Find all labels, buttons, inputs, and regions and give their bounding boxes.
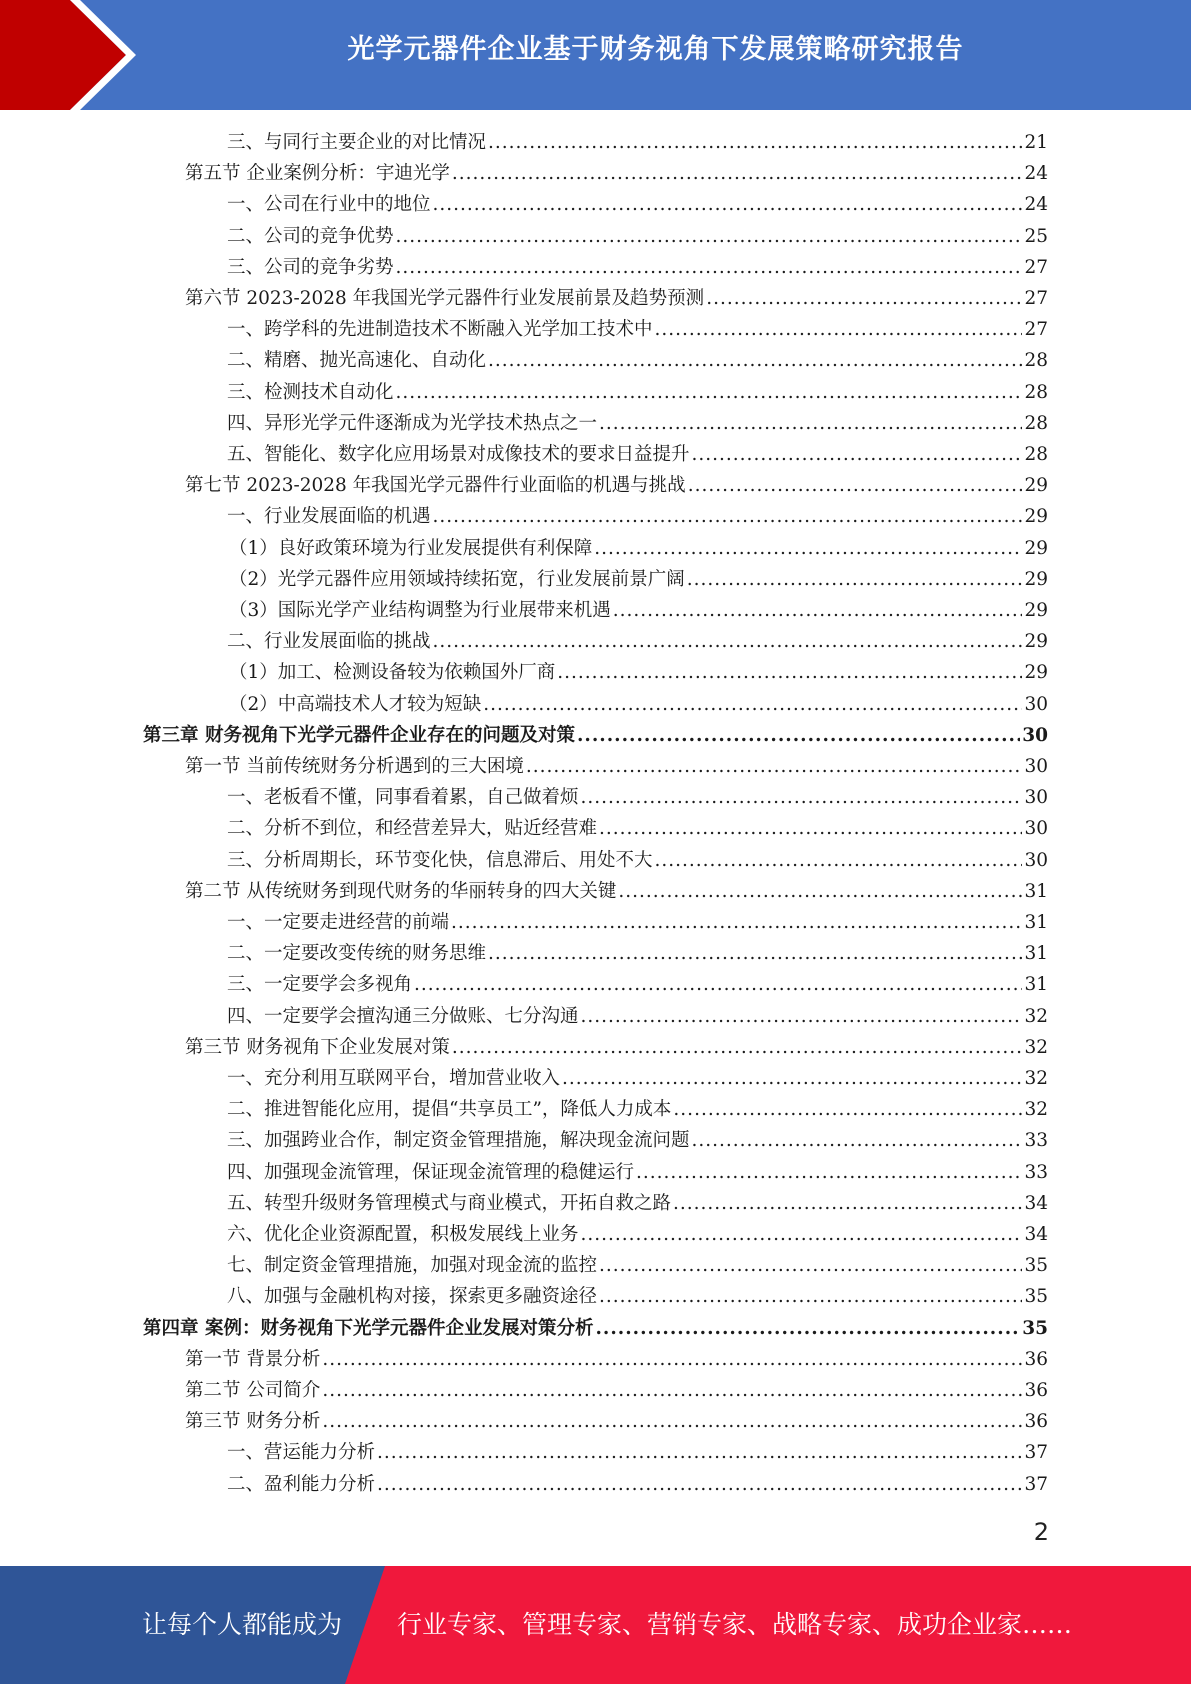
footer-slogan-left: 让每个人都能成为 <box>142 1610 343 1639</box>
toc-entry[interactable] <box>227 127 1048 158</box>
toc-entry[interactable] <box>227 1157 1048 1188</box>
toc-entry[interactable] <box>229 657 1048 688</box>
toc-leader-dots <box>452 1032 1023 1063</box>
page-number: 2 <box>1033 1518 1049 1546</box>
toc-entry-title: 第二节 公司简介 <box>185 1380 321 1401</box>
toc-entry-title: 第三节 财务分析 <box>185 1411 321 1433</box>
toc-entry-page: 37 <box>1024 1473 1048 1495</box>
toc-leader-dots <box>599 813 1022 844</box>
toc-entry-page: 31 <box>1024 974 1048 996</box>
toc-entry[interactable] <box>227 1250 1048 1281</box>
toc-leader-dots <box>488 938 1022 969</box>
toc-leader-dots <box>452 158 1023 189</box>
toc-entry-page: 30 <box>1024 756 1048 777</box>
toc-entry-title: 三、公司的竞争劣势 <box>227 256 394 278</box>
toc-entry-title: 二、推进智能化应用，提倡“共享员工”，降低人力成本 <box>227 1099 672 1121</box>
toc-entry[interactable] <box>227 969 1048 1000</box>
toc-entry-title: 三、一定要学会多视角 <box>227 974 413 996</box>
toc-entry-title: 第七节 2023-2028 年我国光学元器件行业面临的机遇与挑战 <box>185 475 686 497</box>
toc-entry-title: 七、制定资金管理措施，加强对现金流的监控 <box>227 1255 598 1277</box>
toc-entry-page: 35 <box>1024 1255 1048 1277</box>
toc-entry-page: 29 <box>1024 662 1048 684</box>
toc-entry[interactable] <box>227 1469 1048 1500</box>
toc-entry-title: 一、营运能力分析 <box>227 1442 376 1464</box>
toc-entry[interactable] <box>227 408 1048 439</box>
toc-entry-page: 32 <box>1024 1005 1048 1027</box>
toc-entry-page: 24 <box>1024 163 1048 185</box>
toc-entry[interactable] <box>229 564 1048 595</box>
toc-leader-dots <box>377 1469 1022 1500</box>
toc-entry-title: 一、充分利用互联网平台，增加营业收入 <box>227 1068 561 1089</box>
toc-entry-page: 33 <box>1024 1130 1048 1152</box>
toc-entry-title: 六、优化企业资源配置，积极发展线上业务 <box>227 1224 579 1245</box>
page-header <box>0 0 1191 110</box>
toc-entry-title: 第三节 财务视角下企业发展对策 <box>185 1036 450 1058</box>
report-title: 光学元器件企业基于财务视角下发展策略研究报告 <box>347 34 964 65</box>
toc-leader-dots <box>414 969 1022 1000</box>
toc-entry-title: 第四章 案例：财务视角下光学元器件企业发展对策分析 <box>143 1317 594 1339</box>
toc-leader-dots <box>581 782 1023 813</box>
toc-entry-page: 30 <box>1024 693 1048 715</box>
toc-entry[interactable] <box>227 252 1048 283</box>
toc-entry-title: 一、行业发展面临的机遇 <box>227 506 431 528</box>
toc-entry-title: （3）国际光学产业结构调整为行业展带来机遇 <box>229 600 611 621</box>
toc-leader-dots <box>673 1094 1022 1125</box>
toc-entry-page: 25 <box>1024 225 1048 247</box>
toc-entry-page: 29 <box>1024 506 1048 528</box>
toc-entry-title: 一、老板看不懂，同事看着累，自己做着烦 <box>227 787 579 809</box>
toc-entry-title: 二、行业发展面临的挑战 <box>227 631 431 653</box>
toc-entry-title: 第一节 当前传统财务分析遇到的三大困境 <box>185 756 524 777</box>
toc-leader-dots <box>618 876 1022 907</box>
toc-entry-title: 三、检测技术自动化 <box>227 381 394 403</box>
toc-entry-page: 28 <box>1024 412 1048 434</box>
toc-entry-title: 一、跨学科的先进制造技术不断融入光学加工技术中 <box>227 319 653 341</box>
toc-entry[interactable] <box>229 533 1048 564</box>
toc-entry-page: 27 <box>1024 256 1048 278</box>
toc-entry-title: 八、加强与金融机构对接，探索更多融资途径 <box>227 1286 598 1308</box>
toc-entry-page: 32 <box>1024 1036 1048 1058</box>
toc-leader-dots <box>396 221 1023 252</box>
toc-entry-page: 27 <box>1024 288 1048 309</box>
toc-leader-dots <box>581 1219 1023 1250</box>
toc-entry-title: （1）加工、检测设备较为依赖国外厂商 <box>229 662 556 684</box>
toc-entry-page: 29 <box>1024 568 1048 590</box>
toc-entry-page: 27 <box>1024 319 1048 341</box>
toc-entry[interactable] <box>227 1219 1048 1250</box>
toc-entry-title: 五、智能化、数字化应用场景对成像技术的要求日益提升 <box>227 444 690 465</box>
toc-entry[interactable] <box>227 626 1048 657</box>
toc-leader-dots <box>581 1001 1023 1032</box>
toc-entry-page: 28 <box>1024 350 1048 372</box>
toc-leader-dots <box>322 1375 1022 1406</box>
toc-entry-title: 第五节 企业案例分析：宇迪光学 <box>185 163 450 185</box>
footer-slogan-right: 行业专家、管理专家、营销专家、战略专家、成功企业家…… <box>397 1610 1073 1639</box>
toc-leader-dots <box>688 470 1023 501</box>
toc-entry[interactable] <box>227 1281 1048 1312</box>
toc-entry[interactable] <box>229 689 1048 720</box>
toc-entry[interactable] <box>185 751 1048 782</box>
toc-entry[interactable] <box>227 1063 1048 1094</box>
toc-entry[interactable] <box>227 189 1048 220</box>
toc-entry[interactable] <box>227 782 1048 813</box>
toc-entry-title: 一、一定要走进经营的前端 <box>227 912 450 933</box>
toc-entry[interactable] <box>227 345 1048 376</box>
toc-entry-title: 二、公司的竞争优势 <box>227 225 394 247</box>
toc-entry[interactable] <box>185 1406 1048 1437</box>
toc-entry-title: 四、一定要学会擅沟通三分做账、七分沟通 <box>227 1005 579 1027</box>
toc-leader-dots <box>636 1157 1022 1188</box>
toc-entry-page: 21 <box>1024 132 1048 153</box>
toc-entry-page: 30 <box>1024 787 1048 809</box>
toc-entry-page: 30 <box>1024 818 1048 840</box>
toc-entry[interactable] <box>227 1125 1048 1156</box>
toc-leader-dots <box>488 345 1022 376</box>
toc-entry-page: 36 <box>1024 1411 1048 1433</box>
toc-entry[interactable] <box>227 1437 1048 1468</box>
toc-entry-title: 第六节 2023-2028 年我国光学元器件行业发展前景及趋势预测 <box>185 288 705 309</box>
toc-entry[interactable] <box>227 907 1048 938</box>
toc-leader-dots <box>322 1406 1022 1437</box>
toc-entry-page: 24 <box>1024 194 1048 216</box>
toc-leader-dots <box>396 377 1023 408</box>
toc-entry-page: 30 <box>1022 724 1048 746</box>
toc-entry[interactable] <box>227 221 1048 252</box>
toc-entry-page: 34 <box>1024 1192 1048 1214</box>
toc-entry-title: 第一节 背景分析 <box>185 1348 321 1370</box>
toc-entry-page: 32 <box>1024 1068 1048 1089</box>
toc-leader-dots <box>613 595 1023 626</box>
toc-entry-title: 五、转型升级财务管理模式与商业模式，开拓自救之路 <box>227 1192 672 1214</box>
toc-entry-title: 第三章 财务视角下光学元器件企业存在的问题及对策 <box>143 724 575 746</box>
toc-entry-title: 二、精磨、抛光高速化、自动化 <box>227 350 487 372</box>
toc-entry-page: 28 <box>1024 444 1048 465</box>
toc-entry-page: 32 <box>1024 1099 1048 1121</box>
toc-entry-page: 29 <box>1024 600 1048 621</box>
toc-leader-dots <box>599 1250 1022 1281</box>
toc-entry[interactable] <box>185 1032 1048 1063</box>
toc-leader-dots <box>687 564 1023 595</box>
toc-leader-dots <box>655 845 1023 876</box>
toc-entry[interactable] <box>185 876 1048 907</box>
toc-entry-page: 34 <box>1024 1224 1048 1245</box>
toc-entry[interactable] <box>227 439 1048 470</box>
toc-leader-dots <box>377 1437 1022 1468</box>
toc-entry[interactable] <box>185 1344 1048 1375</box>
toc-entry[interactable] <box>185 470 1048 501</box>
toc-entry-title: 一、公司在行业中的地位 <box>227 194 431 216</box>
toc-entry-title: 四、加强现金流管理，保证现金流管理的稳健运行 <box>227 1161 635 1183</box>
toc-leader-dots <box>692 1125 1023 1156</box>
toc-entry-title: 二、分析不到位，和经营差异大，贴近经营难 <box>227 818 598 840</box>
toc-entry[interactable] <box>143 1313 1048 1344</box>
toc-entry[interactable] <box>229 595 1048 626</box>
toc-entry-page: 29 <box>1024 475 1048 497</box>
toc-entry-title: 三、加强跨业合作，制定资金管理措施，解决现金流问题 <box>227 1130 690 1152</box>
toc-entry[interactable] <box>227 501 1048 532</box>
toc-leader-dots <box>673 1188 1022 1219</box>
toc-leader-dots <box>706 283 1022 314</box>
toc-entry-title: 三、分析周期长，环节变化快，信息滞后、用处不大 <box>227 849 653 871</box>
toc-leader-dots <box>557 657 1022 688</box>
toc-entry[interactable] <box>227 377 1048 408</box>
toc-entry-title: （2）光学元器件应用领域持续拓宽，行业发展前景广阔 <box>229 568 685 590</box>
toc-leader-dots <box>433 626 1023 657</box>
toc-leader-dots <box>483 689 1022 720</box>
toc-entry-title: 四、异形光学元件逐渐成为光学技术热点之一 <box>227 412 598 434</box>
toc-entry-page: 31 <box>1024 912 1048 933</box>
toc-entry[interactable] <box>227 1188 1048 1219</box>
toc-entry[interactable] <box>185 158 1048 189</box>
toc-entry-page: 36 <box>1024 1380 1048 1401</box>
toc-leader-dots <box>433 501 1023 532</box>
toc-leader-dots <box>433 189 1023 220</box>
toc-leader-dots <box>562 1063 1022 1094</box>
toc-leader-dots <box>488 127 1022 158</box>
toc-leader-dots <box>451 907 1022 938</box>
toc-leader-dots <box>599 408 1022 439</box>
toc-entry[interactable] <box>143 720 1048 751</box>
toc-entry[interactable] <box>185 1375 1048 1406</box>
toc-entry-page: 28 <box>1024 381 1048 403</box>
toc-entry-title: 二、一定要改变传统的财务思维 <box>227 943 487 965</box>
toc-leader-dots <box>692 439 1023 470</box>
toc-entry-page: 31 <box>1024 880 1048 902</box>
page-footer <box>0 1566 1191 1684</box>
toc-leader-dots <box>595 1313 1020 1344</box>
toc-leader-dots <box>655 314 1023 345</box>
header-arrow-graphic <box>0 0 150 110</box>
toc-entry-title: 第二节 从传统财务到现代财务的华丽转身的四大关键 <box>185 880 617 902</box>
toc-entry[interactable] <box>227 1001 1048 1032</box>
toc-entry-page: 33 <box>1024 1161 1048 1183</box>
toc-entry-page: 37 <box>1024 1442 1048 1464</box>
toc-entry[interactable] <box>227 1094 1048 1125</box>
toc-leader-dots <box>526 751 1023 782</box>
toc-entry-title: 三、与同行主要企业的对比情况 <box>227 132 487 153</box>
toc-entry-title: （2）中高端技术人才较为短缺 <box>229 693 482 715</box>
toc-entry-page: 30 <box>1024 849 1048 871</box>
toc-entry-page: 35 <box>1022 1317 1048 1339</box>
toc-leader-dots <box>599 1281 1022 1312</box>
toc-entry-page: 36 <box>1024 1348 1048 1370</box>
toc-leader-dots <box>577 720 1020 751</box>
toc-entry[interactable] <box>227 813 1048 844</box>
toc-entry-page: 31 <box>1024 943 1048 965</box>
toc-leader-dots <box>594 533 1022 564</box>
toc-entry[interactable] <box>227 314 1048 345</box>
toc-entry[interactable] <box>227 938 1048 969</box>
toc-entry-page: 29 <box>1024 537 1048 559</box>
toc-entry[interactable] <box>185 283 1048 314</box>
toc-entry-page: 35 <box>1024 1286 1048 1308</box>
toc-entry-title: （1）良好政策环境为行业发展提供有利保障 <box>229 537 593 559</box>
toc-entry[interactable] <box>227 845 1048 876</box>
toc-entry-page: 29 <box>1024 631 1048 653</box>
toc-entry-title: 二、盈利能力分析 <box>227 1473 376 1495</box>
toc-leader-dots <box>396 252 1023 283</box>
toc-leader-dots <box>322 1344 1022 1375</box>
